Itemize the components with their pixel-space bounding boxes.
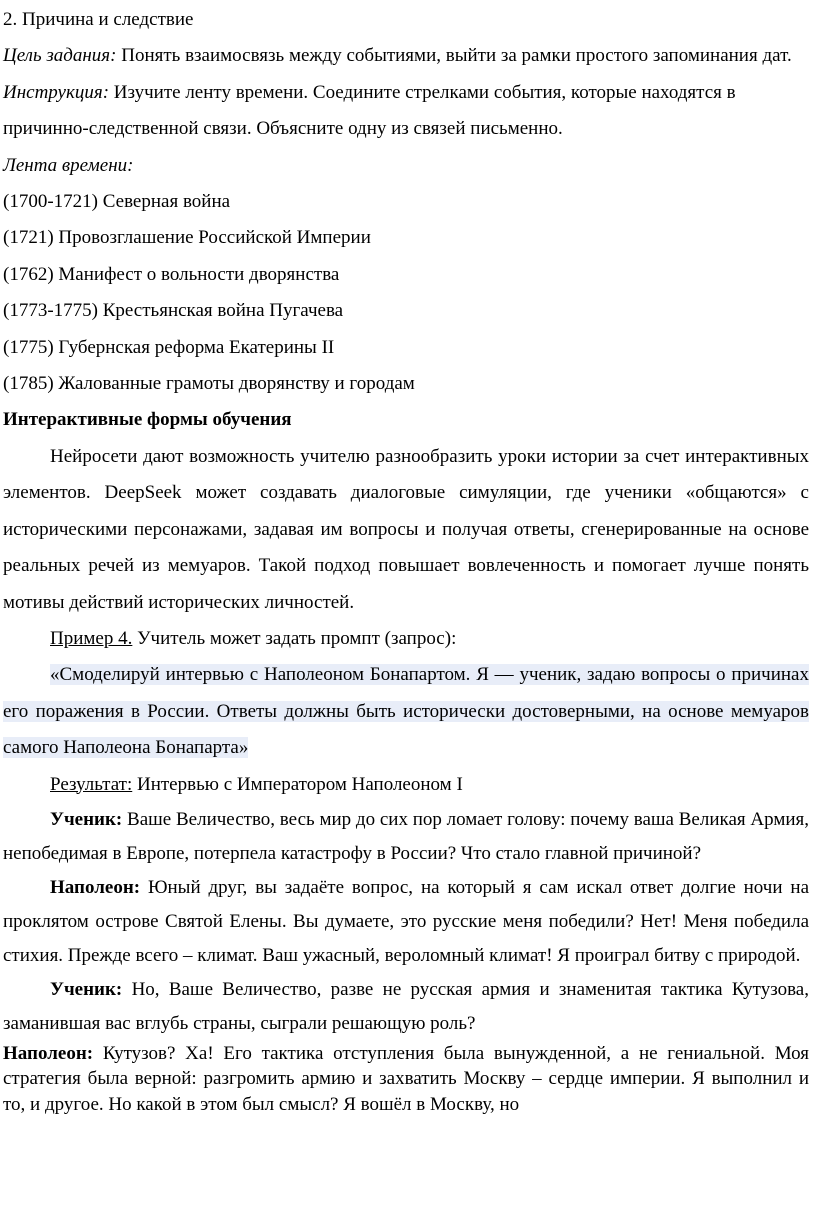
- dialogue-paragraph-student: [3, 803, 809, 871]
- prompt-paragraph: [3, 657, 809, 766]
- speaker-label: Ученик:: [50, 808, 123, 830]
- intro-paragraph: Нейросети дают возможность учителю разнообразить уроки истории за счет интерактивных элементов. DeepSeek может создавать диалоговые симуляции, где ученики «общаются» с историческими персонажами, задавая им вопросы и получая ответы, сгенерированные на основе реальных речей из мемуаров. Такой подход повышает вовлеченность и помогает лучше понять мотивы действий исторических личностей.: [3, 445, 809, 613]
- goal-text: Понять взаимосвязь между событиями, выйти за рамки простого запоминания дат.: [121, 45, 792, 67]
- dialogue-text: Юный друг, вы задаёте вопрос, на который я сам искал ответ долгие ночи на проклятом острове Святой Елены. Вы думаете, это русские меня победили? Нет! Меня победила стихия. Прежде всего – климат. Ваш ужасный, вероломный климат! Я проиграл битву с природой.: [3, 876, 810, 966]
- section-heading-interactive-forms: Интерактивные формы обучения: [3, 409, 292, 431]
- goal-paragraph: [3, 38, 809, 74]
- example-label: Пример 4.: [50, 627, 133, 649]
- dialogue-text: Но, Ваше Величество, разве не русская армия и знаменитая тактика Кутузова, заманившая вас вглубь страны, сыграли решающую роль?: [3, 978, 809, 1034]
- instruction-paragraph: [3, 75, 809, 148]
- dialogue-text: Кутузов? Ха! Его тактика отступления была вынужденной, а не гениальной. Моя стратегия была верной: разгромить армию и захватить Москву – сердце империи. Я выполнил и то, и другое. Но какой в этом был смысл? Я вошёл в Москву, но: [3, 1042, 810, 1115]
- goal-label: Цель задания:: [3, 45, 117, 67]
- dialogue-paragraph-napoleon: [3, 871, 809, 973]
- example-text: Учитель может задать промпт (запрос):: [137, 627, 457, 649]
- instruction-label: Инструкция:: [3, 81, 110, 103]
- timeline-item: (1721) Провозглашение Российской Империи: [3, 227, 371, 249]
- dialogue-text: Ваше Величество, весь мир до сих пор ломает голову: почему ваша Великая Армия, непобедимая в Европе, потерпела катастрофу в России? Что стало главной причиной?: [3, 808, 810, 864]
- timeline-item: (1775) Губернская реформа Екатерины II: [3, 336, 335, 358]
- example-paragraph: [3, 621, 809, 657]
- speaker-label: Наполеон:: [3, 1042, 94, 1064]
- speaker-label: Наполеон:: [50, 876, 141, 898]
- timeline-item: (1773-1775) Крестьянская война Пугачева: [3, 300, 344, 322]
- dialogue-paragraph-student: [3, 973, 809, 1041]
- result-label: Результат:: [50, 773, 133, 795]
- section-heading-cause-effect: 2. Причина и следствие: [3, 9, 194, 30]
- dialogue-paragraph-napoleon: [3, 1041, 809, 1117]
- timeline-item: (1785) Жалованные грамоты дворянству и городам: [3, 373, 415, 395]
- timeline-item: (1762) Манифест о вольности дворянства: [3, 263, 340, 285]
- timeline-label: Лента времени:: [3, 154, 134, 176]
- timeline-item: (1700-1721) Северная война: [3, 191, 231, 213]
- instruction-text: Изучите ленту времени. Соедините стрелками события, которые находятся в причинно-следственной связи. Объясните одну из связей письменно.: [3, 81, 736, 140]
- result-text: Интервью с Императором Наполеоном I: [136, 773, 463, 795]
- result-paragraph: [3, 767, 809, 803]
- prompt-highlighted-text: «Смоделируй интервью с Наполеоном Бонапартом. Я — ученик, задаю вопросы о причинах его поражения в России. Ответы должны быть исторически достоверными, на основе мемуаров самого Наполеона Бонапарта»: [3, 664, 809, 759]
- speaker-label: Ученик:: [50, 978, 123, 1000]
